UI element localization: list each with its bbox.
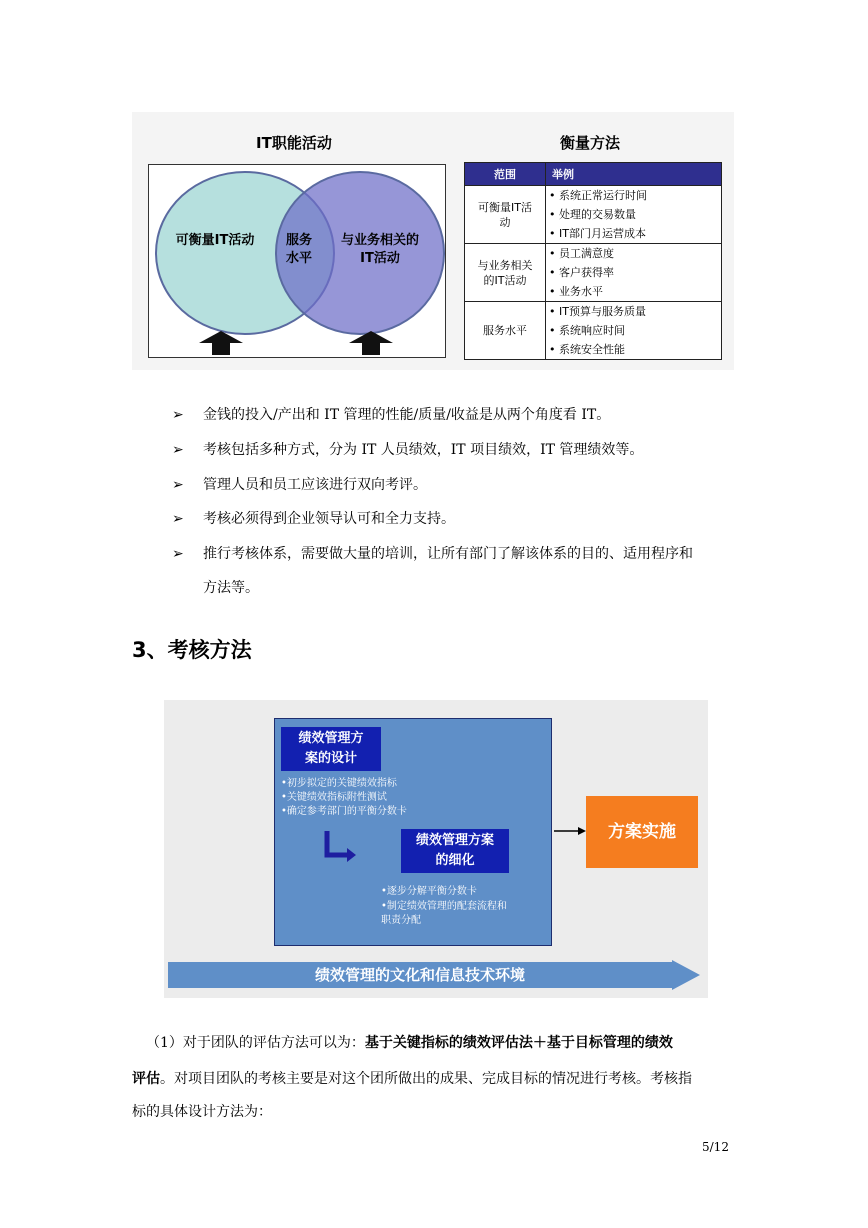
bullet-item: 考核必须得到企业领导认可和全力支持。 xyxy=(203,511,455,527)
bullet-item: 金钱的投入/产出和 IT 管理的性能/质量/收益是从两个角度看 IT。 xyxy=(203,407,611,423)
section-title: 3、考核方法 xyxy=(132,638,252,662)
venn-diagram xyxy=(148,164,446,358)
design-step-item: •初步拟定的关键绩效指标 xyxy=(281,778,397,789)
paragraph-line: 标的具体设计方法为： xyxy=(132,1104,272,1120)
paragraph-line: （1）对于团队的评估方法可以为：基于关键指标的绩效评估法＋基于目标管理的绩效 xyxy=(146,1035,673,1051)
bullet-marker-icon: ➢ xyxy=(172,511,184,527)
bullet-item: 管理人员和员工应该进行双向考评。 xyxy=(203,477,427,493)
design-step-item: •确定参考部门的平衡分数卡 xyxy=(281,806,407,817)
table-cell-scope: 可衡量IT活 动 xyxy=(465,186,546,244)
venn-title: IT职能活动 xyxy=(256,134,332,152)
environment-band-label: 绩效管理的文化和信息技术环境 xyxy=(314,966,525,984)
table-row xyxy=(465,302,722,360)
page-number: 5/12 xyxy=(702,1140,729,1154)
right-arrow-icon xyxy=(554,824,588,838)
table-row xyxy=(465,186,722,244)
bullet-marker-icon: ➢ xyxy=(172,442,184,458)
up-arrow-icon xyxy=(349,331,393,357)
design-step-item: •关键绩效指标附性测试 xyxy=(281,792,387,803)
venn-overlap-label: 服务 水平 xyxy=(285,233,312,266)
table-cell-items: • 员工满意度 • 客户获得率 • 业务水平 xyxy=(546,244,722,302)
bullet-item: 考核包括多种方式，分为 IT 人员绩效，IT 项目绩效，IT 管理绩效等。 xyxy=(203,442,644,458)
bullet-item-continuation: 方法等。 xyxy=(203,580,259,596)
bullet-marker-icon: ➢ xyxy=(172,546,184,562)
table-header: 范围 xyxy=(465,163,546,186)
venn-left-label: 可衡量IT活动 xyxy=(175,233,255,248)
up-arrow-icon xyxy=(199,331,243,357)
bullet-item: 推行考核体系，需要做大量的培训，让所有部门了解该体系的目的、适用程序和 xyxy=(203,546,693,562)
design-step-box: 绩效管理方 案的设计 xyxy=(281,727,381,771)
refine-step-box: 绩效管理方案 的细化 xyxy=(401,829,509,873)
table-cell-scope: 服务水平 xyxy=(465,302,546,360)
bullet-marker-icon: ➢ xyxy=(172,477,184,493)
refine-step-item: •制定绩效管理的配套流程和 xyxy=(381,901,507,912)
table-header-row xyxy=(465,163,722,186)
measure-table xyxy=(464,162,722,360)
refine-step-item: •逐步分解平衡分数卡 xyxy=(381,886,477,897)
down-right-arrow-icon xyxy=(323,829,359,863)
band-arrow-icon xyxy=(672,960,700,990)
refine-step-item: 职责分配 xyxy=(381,915,421,926)
paragraph-line: 评估。对项目团队的考核主要是对这个团所做出的成果、完成目标的情况进行考核。考核指 xyxy=(132,1071,692,1087)
implementation-box: 方案实施 xyxy=(586,796,698,868)
table-row xyxy=(465,244,722,302)
design-panel xyxy=(274,718,552,946)
table-header: 举例 xyxy=(546,163,722,186)
measure-title: 衡量方法 xyxy=(560,134,621,152)
assessment-method-figure xyxy=(164,700,708,998)
table-cell-scope: 与业务相关 的IT活动 xyxy=(465,244,546,302)
table-cell-items: • 系统正常运行时间 • 处理的交易数量 • IT部门月运营成本 xyxy=(546,186,722,244)
it-activity-figure xyxy=(132,112,734,370)
table-cell-items: • IT预算与服务质量 • 系统响应时间 • 系统安全性能 xyxy=(546,302,722,360)
bullet-marker-icon: ➢ xyxy=(172,407,184,423)
venn-right-label: 与业务相关的 IT活动 xyxy=(340,233,419,266)
